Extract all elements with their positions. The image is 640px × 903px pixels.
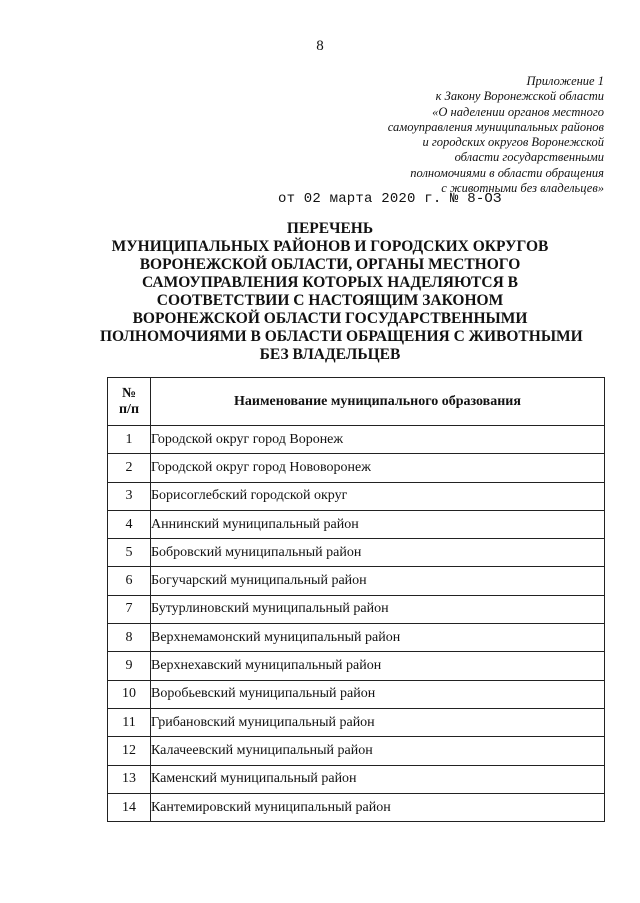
table-row [108, 454, 605, 482]
table-row [108, 567, 605, 595]
column-header-number-label: п/п [118, 401, 140, 417]
row-number: 8 [108, 624, 151, 652]
table-row [108, 539, 605, 567]
title-line: ВОРОНЕЖСКОЙ ОБЛАСТИ ГОСУДАРСТВЕННЫМИ [132, 310, 528, 327]
title-line: СООТВЕТСТВИИ С НАСТОЯЩИМ ЗАКОНОМ [156, 292, 504, 309]
title-line: ВОРОНЕЖСКОЙ ОБЛАСТИ, ОРГАНЫ МЕСТНОГО [139, 256, 521, 273]
appendix-line: и городских округов Воронежской [422, 135, 604, 150]
row-name: Богучарский муниципальный район [151, 567, 605, 595]
table-row [108, 510, 605, 538]
row-number: 12 [108, 737, 151, 765]
title-line: МУНИЦИПАЛЬНЫХ РАЙОНОВ И ГОРОДСКИХ ОКРУГОВ [111, 238, 549, 255]
appendix-header [304, 74, 604, 196]
appendix-line: с животными без владельцев» [441, 181, 604, 196]
row-name: Борисоглебский городской округ [151, 482, 605, 510]
table-row [108, 765, 605, 793]
row-name: Бобровский муниципальный район [151, 539, 605, 567]
row-name: Воробьевский муниципальный район [151, 680, 605, 708]
appendix-line: самоуправления муниципальных районов [387, 119, 604, 134]
appendix-line: «О наделении органов местного [432, 104, 604, 119]
row-name: Верхнемамонский муниципальный район [151, 624, 605, 652]
row-number: 5 [108, 539, 151, 567]
table-row [108, 737, 605, 765]
row-name: Аннинский муниципальный район [151, 510, 605, 538]
appendix-line: Приложение 1 [526, 74, 604, 88]
row-name: Городской округ город Нововоронеж [151, 454, 605, 482]
table-row [108, 482, 605, 510]
table-row [108, 793, 605, 821]
title-line: БЕЗ ВЛАДЕЛЬЦЕВ [259, 346, 401, 363]
table-row [108, 708, 605, 736]
row-name: Кантемировский муниципальный район [151, 793, 605, 821]
row-number: 9 [108, 652, 151, 680]
table-header-row [108, 378, 605, 426]
column-header-name: Наименование муниципального образования [151, 378, 605, 426]
document-title [100, 220, 583, 364]
row-name: Каменский муниципальный район [151, 765, 605, 793]
page-number: 8 [316, 38, 324, 54]
row-number: 3 [108, 482, 151, 510]
row-name: Калачеевский муниципальный район [151, 737, 605, 765]
row-name: Грибановский муниципальный район [151, 708, 605, 736]
row-number: 1 [108, 426, 151, 454]
row-number: 13 [108, 765, 151, 793]
law-reference-stamp: от 02 марта 2020 г. № 8-ОЗ [278, 191, 502, 207]
municipalities-table [107, 377, 605, 822]
column-header-number-sign: № [121, 385, 137, 401]
table-row [108, 652, 605, 680]
row-number: 2 [108, 454, 151, 482]
title-line: ПЕРЕЧЕНЬ [286, 220, 374, 237]
appendix-line: к Закону Воронежской области [435, 89, 604, 104]
row-name: Верхнехавский муниципальный район [151, 652, 605, 680]
title-line: САМОУПРАВЛЕНИЯ КОТОРЫХ НАДЕЛЯЮТСЯ В [141, 274, 518, 291]
table-row [108, 624, 605, 652]
row-number: 14 [108, 793, 151, 821]
row-number: 4 [108, 510, 151, 538]
column-header-number [108, 378, 151, 426]
table-row [108, 595, 605, 623]
row-name: Бутурлиновский муниципальный район [151, 595, 605, 623]
row-number: 11 [108, 708, 151, 736]
table-row [108, 426, 605, 454]
appendix-line: области государственными [454, 150, 604, 165]
table-row [108, 680, 605, 708]
row-name: Городской округ город Воронеж [151, 426, 605, 454]
title-line: ПОЛНОМОЧИЯМИ В ОБЛАСТИ ОБРАЩЕНИЯ С ЖИВОТНЫМИ [100, 328, 583, 345]
appendix-line: полномочиями в области обращения [410, 165, 604, 180]
row-number: 6 [108, 567, 151, 595]
row-number: 10 [108, 680, 151, 708]
row-number: 7 [108, 595, 151, 623]
